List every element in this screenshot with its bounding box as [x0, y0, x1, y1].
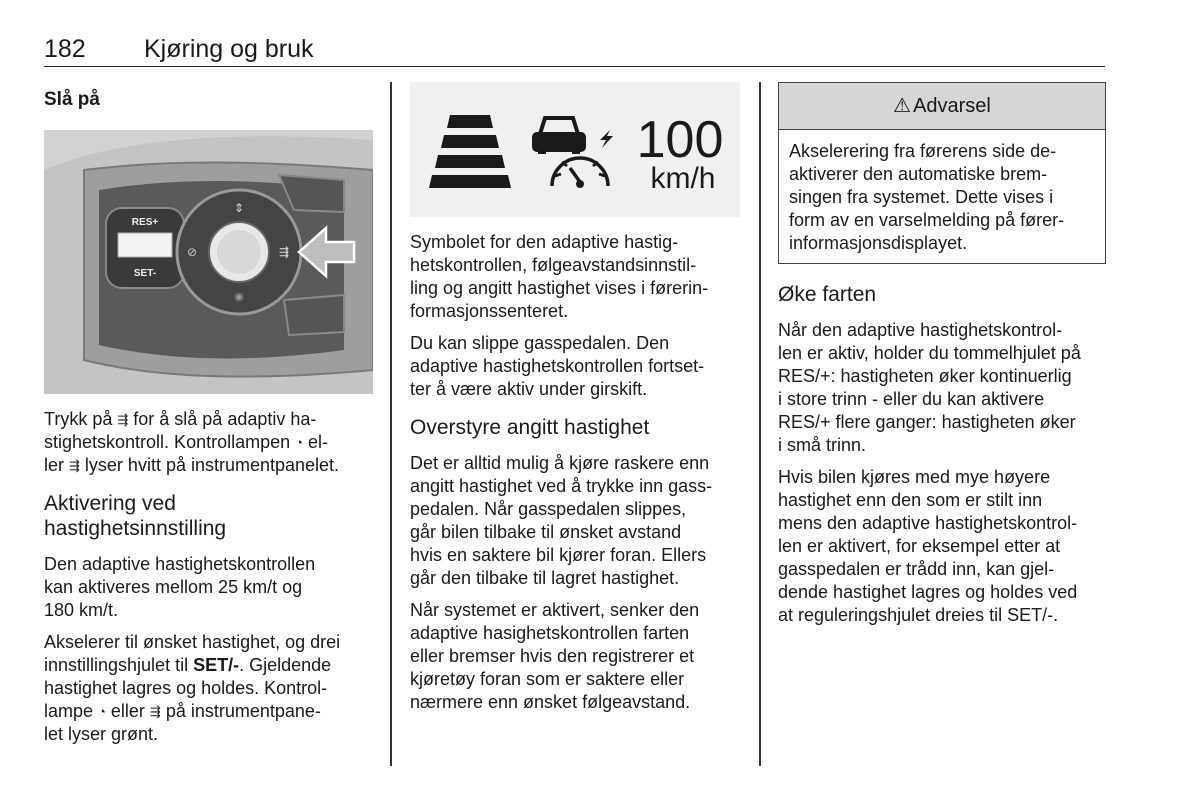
paragraph: Den adaptive hastighetskontrollen kan aktiveres mellom 25 km/t og 180 km/t. — [44, 554, 316, 620]
chapter-title: Kjøring og bruk — [144, 35, 314, 63]
svg-text:⊘: ⊘ — [186, 245, 198, 259]
section-heading: Øke farten — [778, 283, 877, 306]
set-label: SET- — [133, 268, 157, 279]
warning-triangle-icon: ⚠ — [893, 94, 912, 117]
speed-unit: km/h — [650, 162, 716, 195]
section-heading: Overstyre angitt hastighet — [410, 416, 650, 439]
set-speed-value: 100 — [636, 111, 724, 169]
column-divider — [759, 82, 761, 766]
distance-button-icon: ⇶ — [149, 704, 161, 719]
column-divider — [390, 82, 392, 766]
paragraph: Når systemet er aktivert, senker den adaptive hasighetskontrollen farten eller bremser hvis den registrerer et kjøretøy foran som er saktere eller nærmere enn ønsket følgeavstand. — [410, 600, 700, 712]
page-header — [44, 32, 1105, 67]
paragraph: Hvis bilen kjøres med mye høyere hastighet enn den som er stilt inn mens den adaptive hastighetskontrol- len er aktivert, for eksempel etter at gasspedalen er trådd inn, kan gjel- dende hastighet lagres og holdes ved at reguleringshjulet dreies til SET/-. — [778, 467, 1078, 625]
distance-button-icon: ⇶ — [69, 458, 80, 473]
cruise-control-icon: ◔ — [295, 435, 303, 450]
svg-text:⇕: ⇕ — [233, 201, 245, 215]
section-heading: Aktivering ved hastighetsinnstilling — [44, 492, 227, 540]
column-3 — [778, 82, 1106, 636]
column-2 — [410, 82, 745, 723]
steering-wheel-controls-figure — [44, 130, 373, 394]
paragraph: Trykk på ⇶ for å slå på adaptiv ha- stighetskontroll. Kontrollampen ◔ el- ler ⇶ lyser hvitt på instrumentpanelet. — [44, 409, 340, 475]
svg-text:◉: ◉ — [234, 291, 244, 303]
cruise-control-icon: ◔ — [98, 704, 106, 719]
paragraph: Det er alltid mulig å kjøre raskere enn angitt hastighet ved å trykke inn gass- pedalen. Når gasspedalen slippes, går bilen tilbake til ønsket avstand hvis en saktere bil kjører foran. Ellers går den tilbake til lagret hastighet. — [410, 453, 713, 588]
warning-header — [779, 83, 1105, 130]
section-heading: Slå på — [44, 89, 100, 110]
driver-display-figure — [410, 82, 740, 217]
svg-text:⇶: ⇶ — [278, 245, 290, 259]
column-1 — [44, 82, 374, 755]
warning-box — [778, 82, 1106, 264]
page-number: 182 — [44, 35, 86, 63]
paragraph: Akselerer til ønsket hastighet, og drei innstillingshjulet til SET/-. Gjeldende hastighet lagres og holdes. Kontrol- lampe ◔ eller ⇶ på instrumentpane- let lyser grønt. — [44, 632, 341, 744]
paragraph: Symbolet for den adaptive hastig- hetskontrollen, følgeavstandsinnstil- ling og angitt hastighet vises i førerin- formasjonssenteret. — [410, 232, 709, 321]
paragraph: Når den adaptive hastighetskontrol- len er aktiv, holder du tommelhjulet på RES/+: hastigheten øker kontinuerlig i store trinn - eller du kan aktivere RES/+ flere ganger: hastigheten øker i små trinn. — [778, 320, 1081, 455]
paragraph: Du kan slippe gasspedalen. Den adaptive hastighetskontrollen fortset- ter å være aktiv under girskift. — [410, 333, 705, 399]
warning-text: Akselerering fra førerens side de- aktiverer den automatiske brem- singen fra systemet. Dette vises i form av en varselmelding på fører- informasjonsdisplayet. — [789, 141, 1065, 253]
res-label: RES+ — [131, 217, 159, 228]
warning-title: Advarsel — [913, 94, 991, 117]
distance-button-icon: ⇶ — [117, 412, 129, 427]
